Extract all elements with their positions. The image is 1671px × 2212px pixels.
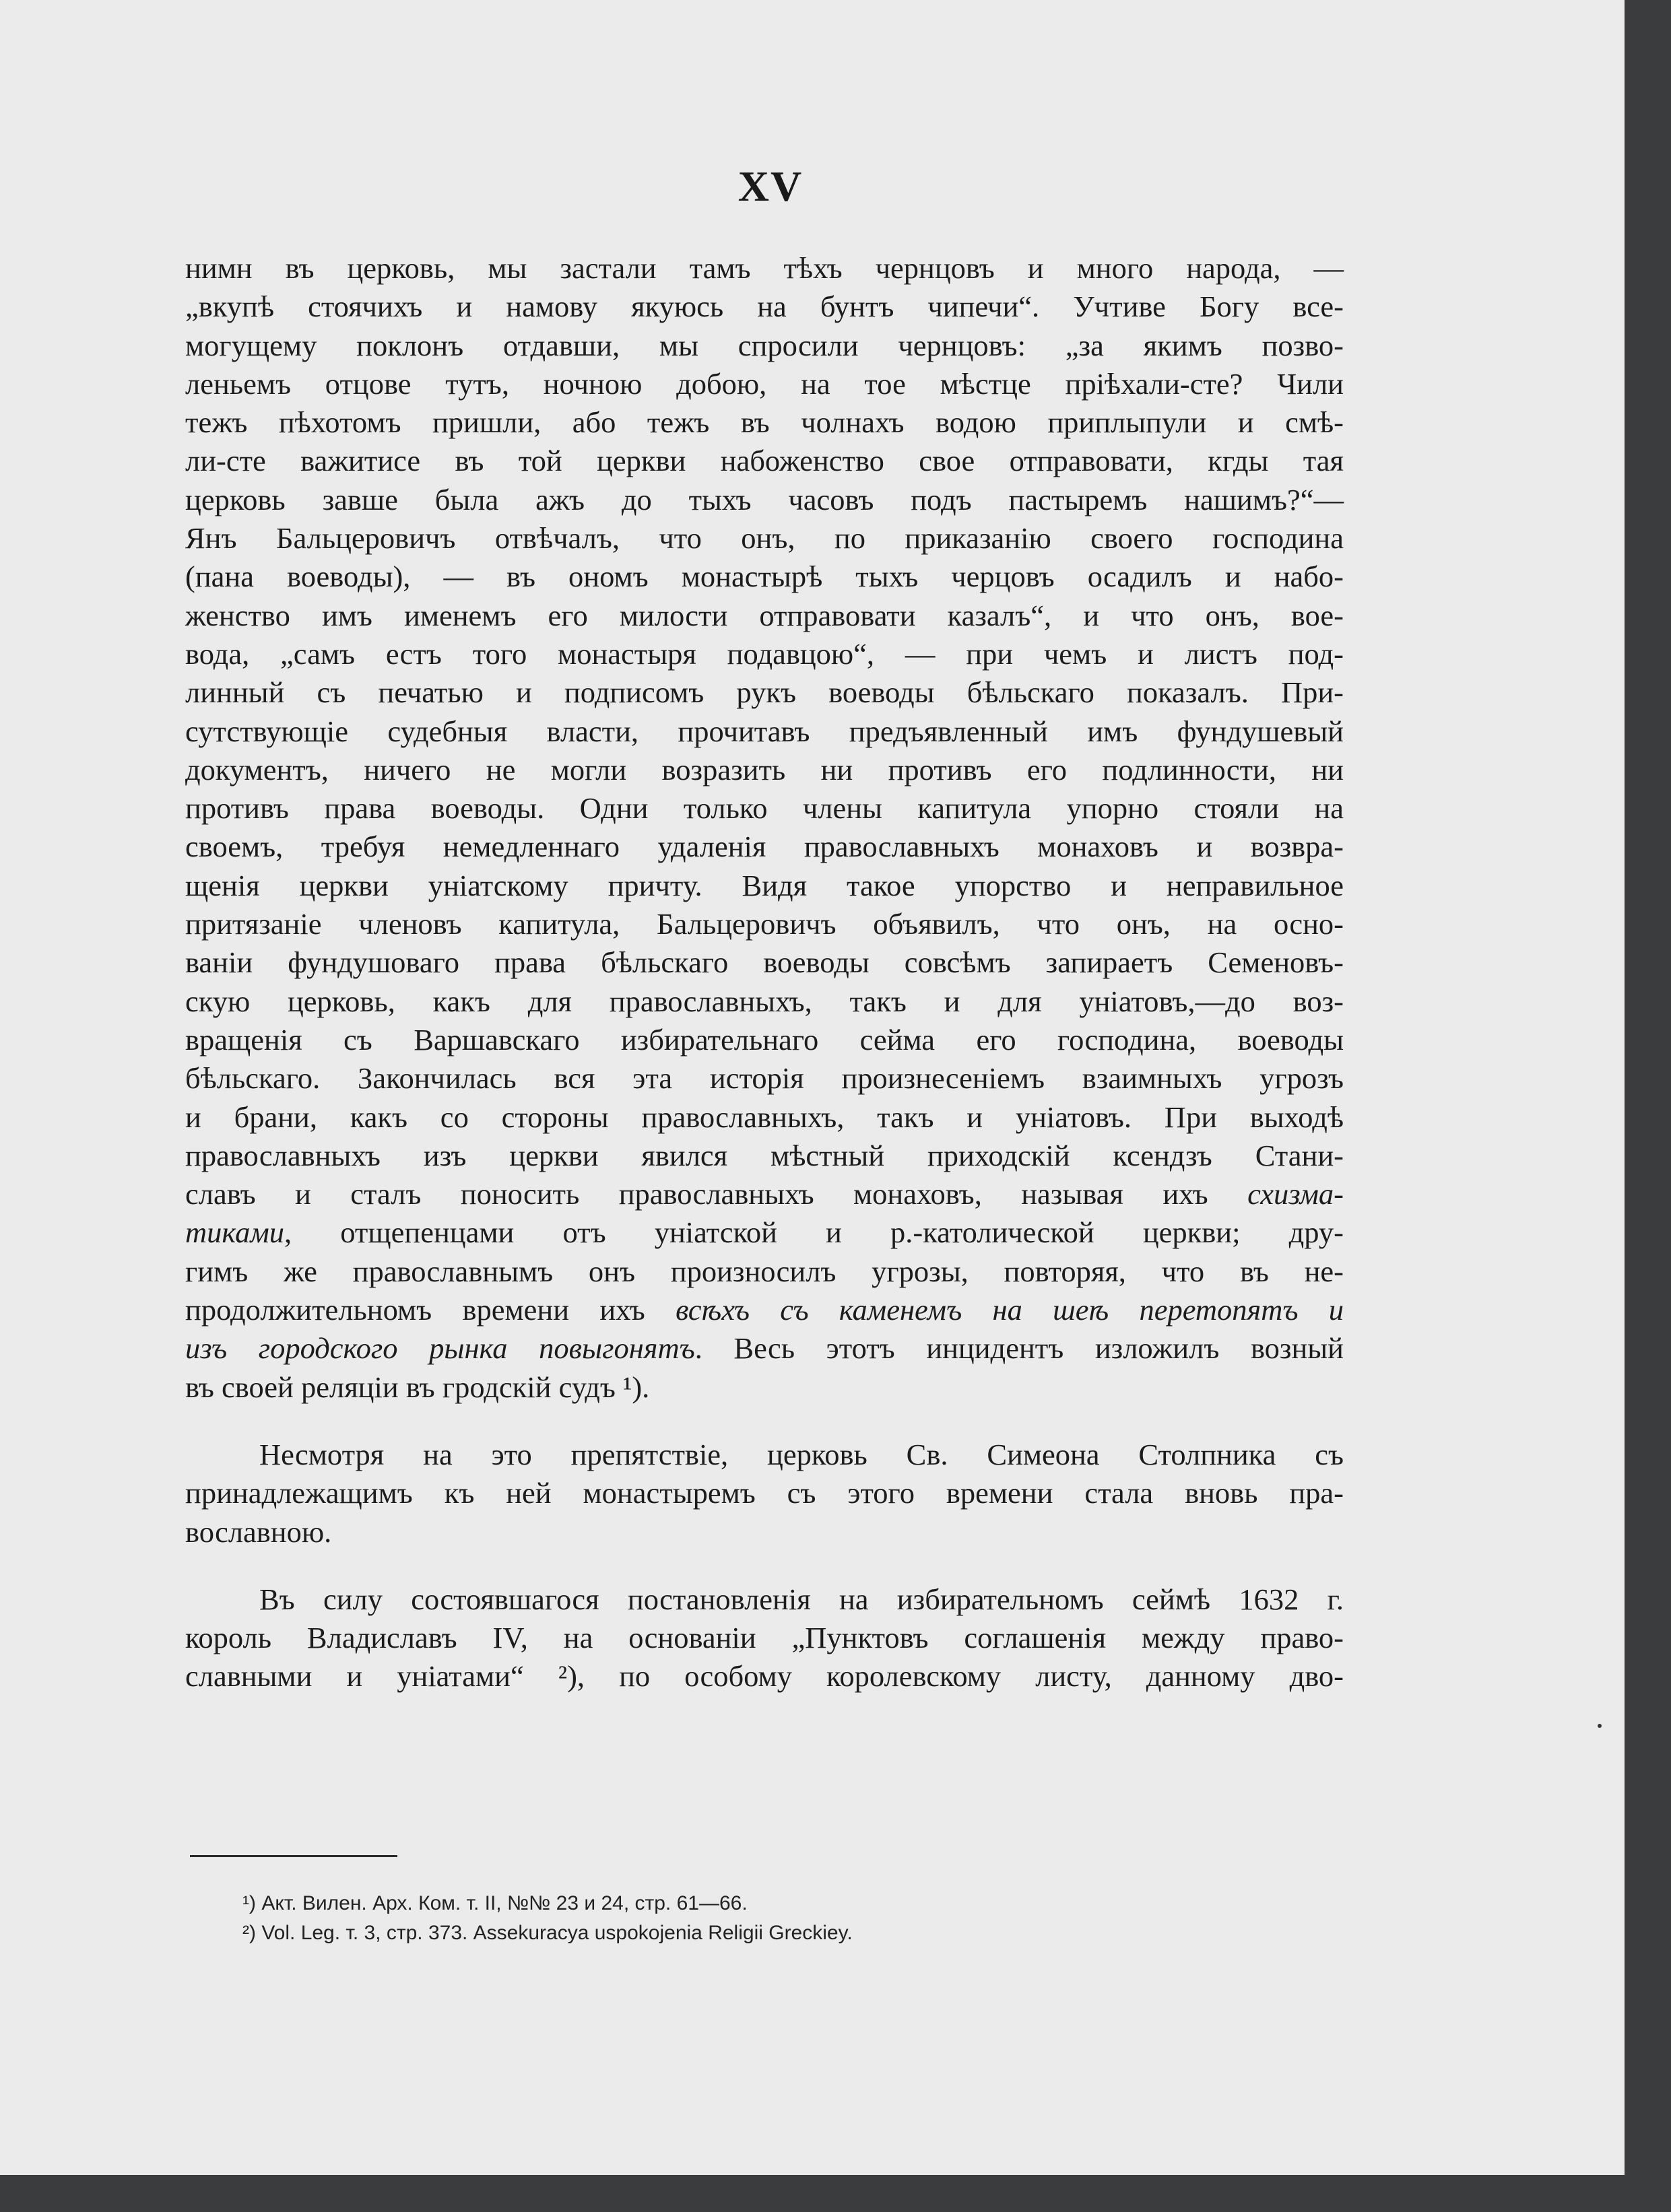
text-line	[185, 288, 1344, 326]
text-line	[185, 943, 1344, 982]
text-line	[185, 1291, 1344, 1329]
line-text: славными и уніатами“ ²), по особому королевскому листу, данному дво-	[185, 1659, 1344, 1694]
text-line	[185, 1213, 1344, 1252]
text-line	[185, 519, 1344, 558]
line-text: нимн въ церковь, мы застали тамъ тѣхъ чернцовъ и много народа, —	[185, 251, 1344, 285]
text-line	[185, 1059, 1344, 1098]
paragraph-2	[185, 1436, 1344, 1551]
line-text: вода, „самъ естъ того монастыря подавцою“, — при чемъ и листъ под-	[185, 636, 1344, 671]
line-text: славъ и сталъ поносить православныхъ монаховъ, называя ихъ	[185, 1177, 1248, 1211]
text-line	[185, 1657, 1344, 1696]
text-line	[185, 403, 1344, 442]
line-text: церковь завше была ажъ до тыхъ часовъ подъ пастыремъ нашимъ?“—	[185, 482, 1344, 516]
line-text: и брани, какъ со стороны православныхъ, такъ и уніатовъ. При выходѣ	[185, 1100, 1344, 1134]
line-text: документъ, ничего не могли возразить ни противъ его подлинности, ни	[185, 752, 1344, 786]
text-line	[185, 789, 1344, 828]
line-text: линный съ печатью и подписомъ рукъ воеводы бѣльскаго показалъ. При-	[185, 675, 1344, 710]
footnote-separator	[190, 1855, 397, 1857]
text-line	[185, 867, 1344, 905]
text-line	[185, 1021, 1344, 1059]
line-text: тежъ пѣхотомъ пришли, або тежъ въ чолнахъ водою приплыпули и смѣ-	[185, 405, 1344, 440]
scan-speck	[1598, 1724, 1602, 1728]
paragraph-3	[185, 1580, 1344, 1696]
line-text: вославною.	[185, 1514, 332, 1549]
line-text: гимъ же православнымъ онъ произносилъ угрозы, повторяя, что въ не-	[185, 1254, 1344, 1288]
text-line	[185, 1619, 1344, 1657]
page-number: XV	[738, 162, 804, 210]
line-text: леньемъ отцове тутъ, ночною добою, на тое мѣстце пріѣхали-сте? Чили	[185, 366, 1344, 401]
line-text: въ своей реляціи въ гродскій судъ ¹).	[185, 1370, 650, 1404]
line-text: православныхъ изъ церкви явился мѣстный приходскій ксендзъ Стани-	[185, 1138, 1344, 1172]
line-text: скую церковь, какъ для православныхъ, такъ и для уніатовъ,—до воз-	[185, 984, 1344, 1018]
italic-text: всѣхъ съ каменемъ на шеѣ перетопятъ и	[676, 1293, 1344, 1327]
text-line	[185, 558, 1344, 596]
footnote-1: ¹) Акт. Вилен. Арх. Ком. т. II, №№ 23 и 24, стр. 61—66.	[242, 1892, 748, 1914]
text-line	[185, 1175, 1344, 1213]
text-line	[185, 327, 1344, 365]
line-text: сутствующіе судебныя власти, прочитавъ предъявленный имъ фундушевый	[185, 714, 1344, 748]
line-text: Несмотря на это препятствіе, церковь Св. Симеона Столпника съ	[259, 1437, 1344, 1471]
line-text: женство имъ именемъ его милости отправовати казалъ“, и что онъ, вое-	[185, 598, 1344, 632]
text-line	[185, 673, 1344, 712]
text-line	[185, 597, 1344, 635]
line-text: (пана воеводы), — въ ономъ монастырѣ тыхъ черцовъ осадилъ и набо-	[185, 560, 1344, 594]
line-text: король Владиславъ IV, на основаніи „Пунктовъ соглашенія между право-	[185, 1621, 1344, 1655]
text-line	[185, 1329, 1344, 1368]
line-text: притязаніе членовъ капитула, Бальцеровичъ объявилъ, что онъ, на осно-	[185, 907, 1344, 941]
line-text: ли-сте важитисе въ той церкви набоженство свое отправовати, кгды тая	[185, 444, 1344, 478]
line-text: вращенія съ Варшавскаго избирательнаго сейма его господина, воеводы	[185, 1022, 1344, 1057]
italic-text: изъ городского рынка повыгонятъ	[185, 1331, 695, 1366]
text-line	[185, 481, 1344, 519]
text-line	[185, 828, 1344, 866]
text-line	[185, 249, 1344, 288]
text-line	[185, 1098, 1344, 1137]
line-text: . Весь этотъ инцидентъ изложилъ возный	[694, 1331, 1344, 1366]
italic-text: схизма-	[1247, 1177, 1344, 1211]
line-text: щенія церкви уніатскому причту. Видя такое упорство и неправильное	[185, 868, 1344, 902]
text-line	[185, 635, 1344, 673]
scan-bottom-border	[0, 2175, 1671, 2212]
line-text: , отщепенцами отъ уніатской и р.-католической церкви; дру-	[284, 1215, 1344, 1250]
italic-text: тиками	[185, 1215, 284, 1250]
text-line	[185, 1580, 1344, 1619]
line-text: могущему поклонъ отдавши, мы спросили чернцовъ: „за якимъ позво-	[185, 328, 1344, 362]
line-text: ваніи фундушоваго права бѣльскаго воеводы совсѣмъ запираетъ Семеновъ-	[185, 945, 1344, 980]
text-line	[185, 442, 1344, 480]
line-text: бѣльскаго. Закончилась вся эта исторія произнесеніемъ взаимныхъ угрозъ	[185, 1061, 1344, 1096]
paragraph-gap	[185, 1551, 1344, 1580]
text-line	[185, 1137, 1344, 1175]
text-line	[185, 712, 1344, 751]
footnotes	[242, 1889, 1253, 1948]
line-text: „вкупѣ стоячихъ и намову якуюсь на бунтъ чипечи“. Учтиве Богу все-	[185, 290, 1344, 324]
text-line	[185, 751, 1344, 789]
paragraph-gap	[185, 1407, 1344, 1436]
text-line	[185, 1252, 1344, 1291]
text-line	[185, 1368, 1344, 1407]
text-line	[185, 905, 1344, 943]
line-text: принадлежащимъ къ ней монастыремъ съ этого времени стала вновь пра-	[185, 1476, 1344, 1510]
text-line	[185, 982, 1344, 1021]
line-text: Янъ Бальцеровичъ отвѣчалъ, что онъ, по приказанію своего господина	[185, 521, 1344, 556]
scan-right-border	[1625, 0, 1671, 2212]
footnote-2: ²) Vol. Leg. т. 3, стр. 373. Assekuracya uspokojenia Religii Greckiey.	[242, 1922, 853, 1944]
paragraph-1	[185, 249, 1344, 1407]
text-line	[185, 365, 1344, 403]
line-text: Въ силу состоявшагося постановленія на избирательномъ сеймѣ 1632 г.	[259, 1582, 1344, 1616]
text-line	[185, 1513, 1344, 1551]
body-text	[185, 249, 1344, 1696]
line-text: продолжительномъ времени ихъ	[185, 1293, 676, 1327]
text-line	[185, 1436, 1344, 1474]
line-text: противъ права воеводы. Одни только члены капитула упорно стояли на	[185, 791, 1344, 826]
line-text: своемъ, требуя немедленнаго удаленія православныхъ монаховъ и возвра-	[185, 830, 1344, 864]
text-line	[185, 1474, 1344, 1512]
